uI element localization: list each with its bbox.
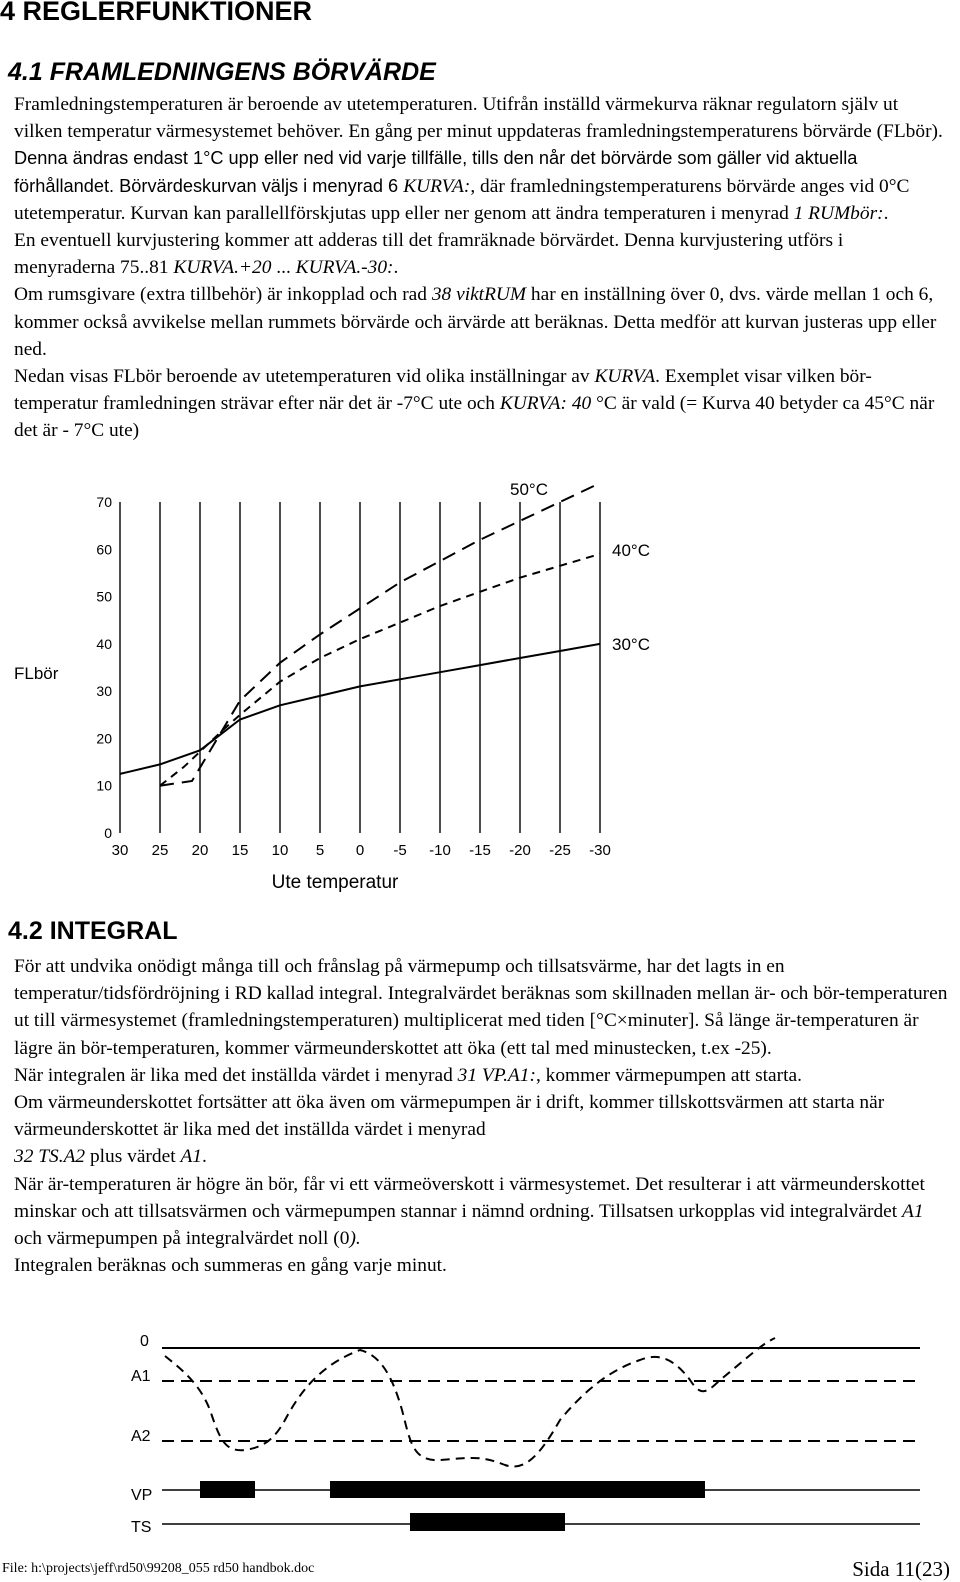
y-tick-label-3: 30	[96, 683, 112, 700]
x-tick-label-6: 0	[355, 842, 365, 859]
y-tick-label-5: 50	[96, 588, 112, 605]
chapter-heading: 4 REGLERFUNKTIONER	[0, 0, 313, 26]
footer-page-number: Sida 11(23)	[852, 1557, 950, 1581]
y-tick-label-7: 70	[96, 494, 112, 510]
integral-paragraph-2: När integralen är lika med det inställda värdet i menyrad 31 VP.A1:, kommer värmepumpen att starta.	[14, 1064, 802, 1086]
x-tick-label-10: -20	[509, 842, 531, 859]
vp-on-period-2	[330, 1481, 705, 1498]
integral-paragraph-4: När är-temperaturen är högre än bör, får vi ett värmeöverskott i värmesystemet. Det resulterar i att värmeunderskottet minskar och att tillsatsvärmen och värmepumpen stannar i nämnd ordning. Tillsatsen urkopplas vid integralvärdet A1 och värmepumpen på integralvärdet noll (0).	[14, 1173, 925, 1250]
label-a1: A1	[131, 1368, 151, 1385]
integral-curve	[165, 1338, 775, 1467]
y-axis-label: FLbör	[14, 664, 59, 683]
paragraph-1: Framledningstemperaturen är beroende av utetemperaturen. Utifrån inställd värmekurva räknar regulatorn själv ut vilken temperatur värmesystemet behöver. En gång per minut uppdateras framledningstemperaturens börvärde (FLbör). Denna ändras endast 1°C upp eller ned vid varje tillfälle, tills den når det börvärde som gäller vid aktuella förhållandet. Börvärdeskurvan väljs i menyrad 6 KURVA:, där framledningstemperaturens börvärde anges vid 0°C utetemperatur. Kurvan kan parallellförskjutas upp eller ner genom att ändra temperaturen i menyrad 1 RUMbör:.	[14, 94, 943, 224]
paragraph-4: Nedan visas FLbör beroende av utetemperaturen vid olika inställningar av KURVA. Exemplet visar vilken bör-temperatur framledningen strävar efter när det är -7°C ute och KURVA: 40 °C är vald (= Kurva 40 betyder ca 45°C när det är - 7°C ute)	[14, 366, 935, 442]
x-tick-label-9: -15	[469, 842, 491, 859]
x-axis-label: Ute temperatur	[271, 872, 399, 893]
y-tick-label-6: 60	[96, 541, 112, 558]
integral-paragraph-3: Om värmeunderskottet fortsätter att öka även om värmepumpen är i drift, kommer tillskottsvärmen att starta när värmeunderskottet är lika med det inställda värdet i menyrad 32 TS.A2 plus värdet A1.	[14, 1092, 885, 1168]
series-label-0: 50°C	[510, 480, 548, 499]
x-tick-label-4: 10	[271, 842, 289, 859]
y-tick-label-4: 40	[96, 635, 112, 652]
x-tick-label-1: 25	[151, 842, 169, 859]
x-tick-label-11: -25	[549, 842, 571, 859]
series-line-1	[160, 554, 600, 786]
footer-file-path: File: h:\projects\jeff\rd50\99208_055 rd50 handbok.doc	[2, 1561, 315, 1576]
label-zero: 0	[140, 1333, 149, 1350]
series-line-0	[160, 483, 600, 786]
y-tick-label-1: 10	[96, 777, 112, 794]
section-heading-4-2: 4.2 INTEGRAL	[8, 917, 178, 945]
series-label-1: 40°C	[612, 541, 650, 560]
ts-on-period	[410, 1513, 565, 1531]
section-4-2-body	[14, 953, 949, 1279]
series-label-2: 30°C	[612, 635, 650, 654]
x-tick-label-12: -30	[589, 842, 611, 859]
paragraph-2: En eventuell kurvjustering kommer att adderas till det framräknade börvärdet. Denna kurvjustering utförs i menyraderna 75..81 KURVA.+20 ... KURVA.-30:.	[14, 230, 844, 279]
label-vp: VP	[131, 1487, 153, 1504]
label-a2: A2	[131, 1428, 151, 1445]
integral-paragraph-1: För att undvika onödigt många till och frånslag på värmepump och tillsatsvärme, har det lagts in en temperatur/tidsfördröjning i RD kallad integral. Integralvärdet beräknas som skillnaden mellan är- och bör-temperaturen ut till värmesystemet (framledningstemperaturen) multiplicerat med tiden [°C×minuter]. Så länge är-temperaturen är lägre än bör-temperaturen, kommer värmeunderskottet att öka (ett tal med minustecken, t.ex -25).	[14, 956, 948, 1059]
x-tick-label-5: 5	[315, 842, 325, 859]
section-heading-4-1: 4.1 FRAMLEDNINGENS BÖRVÄRDE	[8, 58, 436, 86]
integral-paragraph-5: Integralen beräknas och summeras en gång varje minut.	[14, 1255, 447, 1277]
x-tick-label-2: 20	[191, 842, 209, 859]
section-4-1-body	[14, 91, 949, 445]
y-tick-label-2: 20	[96, 730, 112, 747]
x-tick-label-7: -5	[393, 842, 407, 859]
paragraph-3: Om rumsgivare (extra tillbehör) är inkopplad och rad 38 viktRUM har en inställning över 0, dvs. värde mellan 1 och 6, kommer också avvikelse mellan rummets börvärde och ärvärde att beräknas. Detta medför att kurvan justeras upp eller ned.	[14, 284, 937, 360]
x-tick-label-3: 15	[231, 842, 249, 859]
y-tick-label-0: 0	[104, 825, 112, 841]
heating-curve-chart	[0, 478, 960, 898]
vp-on-period-1	[200, 1481, 255, 1498]
x-tick-label-8: -10	[429, 842, 451, 859]
label-ts: TS	[131, 1519, 152, 1536]
integral-diagram	[0, 1325, 960, 1565]
x-tick-label-0: 30	[111, 842, 129, 859]
